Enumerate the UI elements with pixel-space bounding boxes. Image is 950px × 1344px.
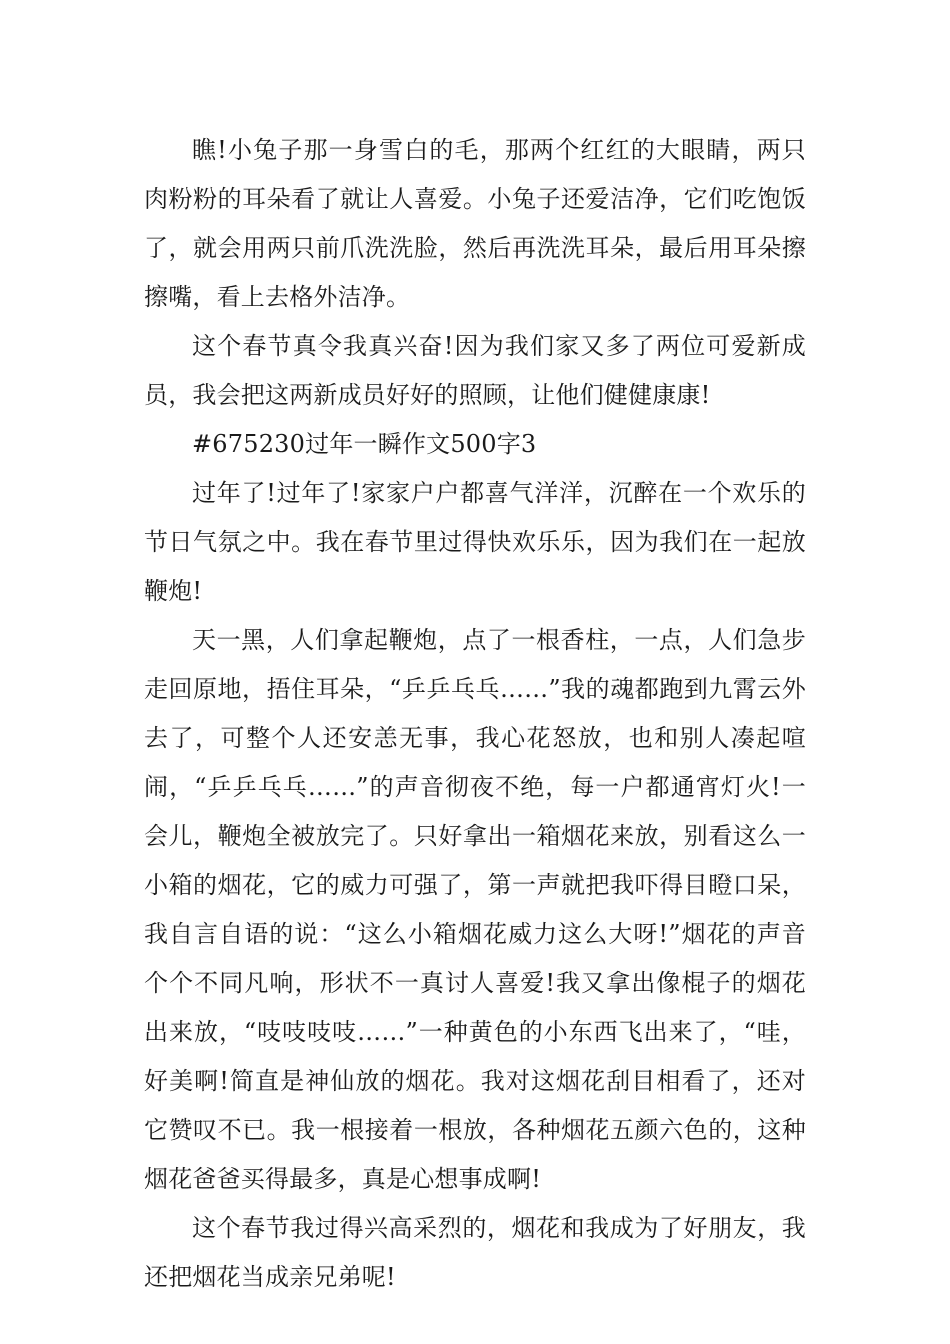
paragraph-conclusion: 这个春节我过得兴高采烈的，烟花和我成为了好朋友，我还把烟花当成亲兄弟呢!	[144, 1214, 806, 1291]
paragraph-firecrackers: 天一黑，人们拿起鞭炮，点了一根香柱，一点，人们急步走回原地，捂住耳朵，“乒乒乓乓……”我的魂都跑到九霄云外去了，可整个人还安恙无事，我心花怒放，也和别人凑起喧闹，“乒乒乓乓……”的声音彻夜不绝，每一户都通宵灯火!一会儿，鞭炮全被放完了。只好拿出一箱烟花来放，别看这么一小箱的烟花，它的威力可强了，第一声就把我吓得目瞪口呆，我自言自语的说：“这么小箱烟花威力这么大呀!”烟花的声音个个不同凡响，形状不一真讨人喜爱!我又拿出像棍子的烟花出来放，“吱吱吱吱……”一种黄色的小东西飞出来了，“哇，好美啊!简直是神仙放的烟花。我对这烟花刮目相看了，还对它赞叹不已。我一根接着一根放，各种烟花五颜六色的，这种烟花爸爸买得最多，真是心想事成啊!	[144, 626, 806, 1193]
document-body	[144, 126, 806, 1302]
paragraph-new-members: 这个春节真令我真兴奋!因为我们家又多了两位可爱新成员，我会把这两新成员好好的照顾，让他们健健康康!	[144, 332, 806, 409]
paragraph-new-year: 过年了!过年了!家家户户都喜气洋洋，沉醉在一个欢乐的节日气氛之中。我在春节里过得快欢乐乐，因为我们在一起放鞭炮!	[144, 479, 806, 605]
section-heading: #675230过年一瞬作文500字3	[192, 430, 537, 458]
paragraph-rabbit: 瞧!小兔子那一身雪白的毛，那两个红红的大眼睛，两只肉粉粉的耳朵看了就让人喜爱。小兔子还爱洁净，它们吃饱饭了，就会用两只前爪洗洗脸，然后再洗洗耳朵，最后用耳朵擦擦嘴，看上去格外洁净。	[144, 136, 806, 311]
